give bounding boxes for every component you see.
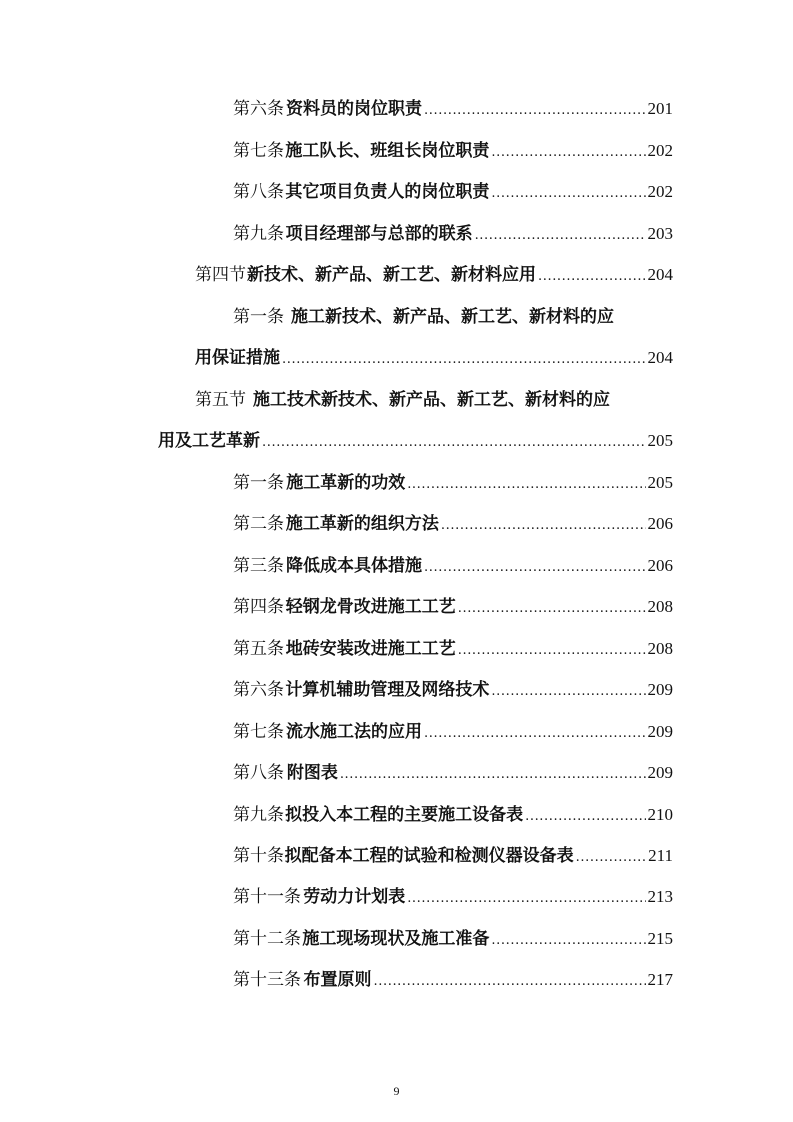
dot-leader (576, 847, 646, 869)
toc-entry-title: 施工队长、班组长岗位职责 (285, 141, 490, 161)
toc-entry-page: 201 (647, 99, 673, 118)
toc-entry-title: 资料员的岗位职责 (286, 99, 423, 119)
toc-entry-page: 209 (647, 680, 673, 699)
toc-entry-label: 第十一条 (233, 887, 301, 907)
toc-entry-title: 施工革新的组织方法 (285, 514, 439, 534)
toc-entry-title: 拟投入本工程的主要施工设备表 (285, 805, 524, 825)
toc-entry-title: 计算机辅助管理及网络技术 (285, 680, 490, 700)
toc-entry[interactable] (233, 721, 673, 745)
toc-entry-label: 第三条 (233, 556, 284, 576)
toc-entry-page: 206 (647, 556, 673, 575)
toc-entry-page: 202 (647, 182, 673, 201)
toc-entry[interactable] (233, 679, 673, 703)
toc-entry-label: 第二条 (233, 514, 284, 534)
dot-leader (282, 349, 646, 371)
toc-entry-label: 第一条 (233, 307, 284, 327)
toc-entry-title: 降低成本具体措施 (286, 556, 423, 576)
toc-entry-title: 拟配备本工程的试验和检测仪器设备表 (284, 846, 574, 866)
dot-leader (538, 266, 646, 288)
toc-entry-page: 203 (647, 224, 673, 243)
toc-section-entry-first-line[interactable] (195, 389, 673, 411)
toc-entry-title: 布置原则 (303, 970, 372, 990)
toc-entry-label: 第四节 (195, 265, 246, 285)
toc-entry-page: 205 (647, 431, 673, 450)
toc-entry-title: 流水施工法的应用 (286, 722, 423, 742)
toc-entry-title: 劳动力计划表 (303, 887, 406, 907)
dot-leader (491, 183, 645, 205)
toc-entry-page: 217 (647, 970, 673, 989)
dot-leader (491, 681, 645, 703)
toc-entry-title: 施工技术新技术、新产品、新工艺、新材料的应 (253, 390, 610, 410)
toc-entry-title: 施工现场现状及施工准备 (302, 929, 490, 949)
dot-leader (262, 432, 646, 454)
toc-entry-title: 施工新技术、新产品、新工艺、新材料的应 (291, 307, 614, 327)
toc-entry-page: 211 (648, 846, 673, 865)
dot-leader (441, 515, 646, 537)
toc-entry-page: 213 (647, 887, 673, 906)
dot-leader (424, 100, 645, 122)
toc-entry-title-continued: 用及工艺革新 (158, 431, 260, 451)
dot-leader (340, 764, 646, 786)
toc-entry-title: 附图表 (286, 763, 338, 783)
toc-entry[interactable] (233, 845, 673, 869)
toc-entry-page: 208 (647, 597, 673, 616)
dot-leader (407, 474, 645, 496)
toc-entry-title: 地砖安装改进施工工艺 (285, 639, 456, 659)
toc-entry-label: 第五条 (233, 639, 284, 659)
toc-entry[interactable] (233, 762, 673, 786)
toc-entry-label: 第七条 (233, 722, 284, 742)
toc-entry[interactable] (233, 555, 673, 579)
page-number: 9 (393, 1084, 400, 1098)
toc-entry-label: 第九条 (233, 224, 284, 244)
dot-leader (407, 888, 645, 910)
toc-entry-label: 第四条 (233, 597, 284, 617)
toc-entry-label: 第六条 (233, 680, 284, 700)
dot-leader (525, 806, 645, 828)
toc-entry[interactable] (233, 472, 673, 496)
toc-entry-label: 第十三条 (233, 970, 301, 990)
toc-section-entry[interactable] (195, 264, 673, 288)
toc-entry-page: 208 (647, 639, 673, 658)
toc-entry[interactable] (233, 886, 673, 910)
toc-entry-label: 第十条 (233, 846, 284, 866)
toc-entry-title: 其它项目负责人的岗位职责 (285, 182, 490, 202)
toc-entry-title: 新技术、新产品、新工艺、新材料应用 (247, 265, 536, 285)
toc-entry-label: 第八条 (233, 182, 284, 202)
toc-entry-label: 第十二条 (233, 929, 301, 949)
dot-leader (491, 930, 645, 952)
toc-entry[interactable] (233, 140, 673, 164)
toc-entry-page: 206 (647, 514, 673, 533)
toc-entry[interactable] (233, 928, 673, 952)
toc-entry-page: 204 (647, 265, 673, 284)
toc-entry-title: 轻钢龙骨改进施工工艺 (285, 597, 456, 617)
dot-leader (475, 225, 646, 247)
toc-entry-label: 第五节 (195, 390, 246, 410)
toc-entry[interactable] (233, 596, 673, 620)
toc-entry-page: 209 (647, 722, 673, 741)
toc-entry[interactable] (233, 804, 673, 828)
toc-entry-page: 215 (647, 929, 673, 948)
toc-entry[interactable] (233, 98, 673, 122)
toc-entry-title: 项目经理部与总部的联系 (285, 224, 473, 244)
toc-entry-first-line[interactable] (233, 306, 673, 328)
toc-entry-continuation[interactable] (195, 347, 673, 371)
toc-entry-label: 第八条 (233, 763, 284, 783)
toc-entry-title-continued: 用保证措施 (195, 348, 280, 368)
toc-entry-page: 202 (647, 141, 673, 160)
dot-leader (458, 598, 646, 620)
dot-leader (458, 640, 646, 662)
toc-entry[interactable] (233, 181, 673, 205)
toc-entry-label: 第七条 (233, 141, 284, 161)
toc-entry-page: 205 (647, 473, 673, 492)
toc-entry-label: 第九条 (233, 805, 284, 825)
dot-leader (424, 557, 645, 579)
toc-entry[interactable] (233, 969, 673, 993)
toc-entry-page: 204 (647, 348, 673, 367)
toc-entry-page: 210 (647, 805, 673, 824)
toc-entry-label: 第六条 (233, 99, 284, 119)
toc-entry-title: 施工革新的功效 (286, 473, 406, 493)
dot-leader (491, 142, 645, 164)
toc-entry-page: 209 (647, 763, 673, 782)
toc-entry[interactable] (233, 223, 673, 247)
toc-entry-label: 第一条 (233, 473, 284, 493)
toc-entry[interactable] (233, 513, 673, 537)
dot-leader (424, 723, 645, 745)
toc-entry-continuation[interactable] (158, 430, 673, 454)
toc-entry[interactable] (233, 638, 673, 662)
dot-leader (374, 971, 646, 993)
